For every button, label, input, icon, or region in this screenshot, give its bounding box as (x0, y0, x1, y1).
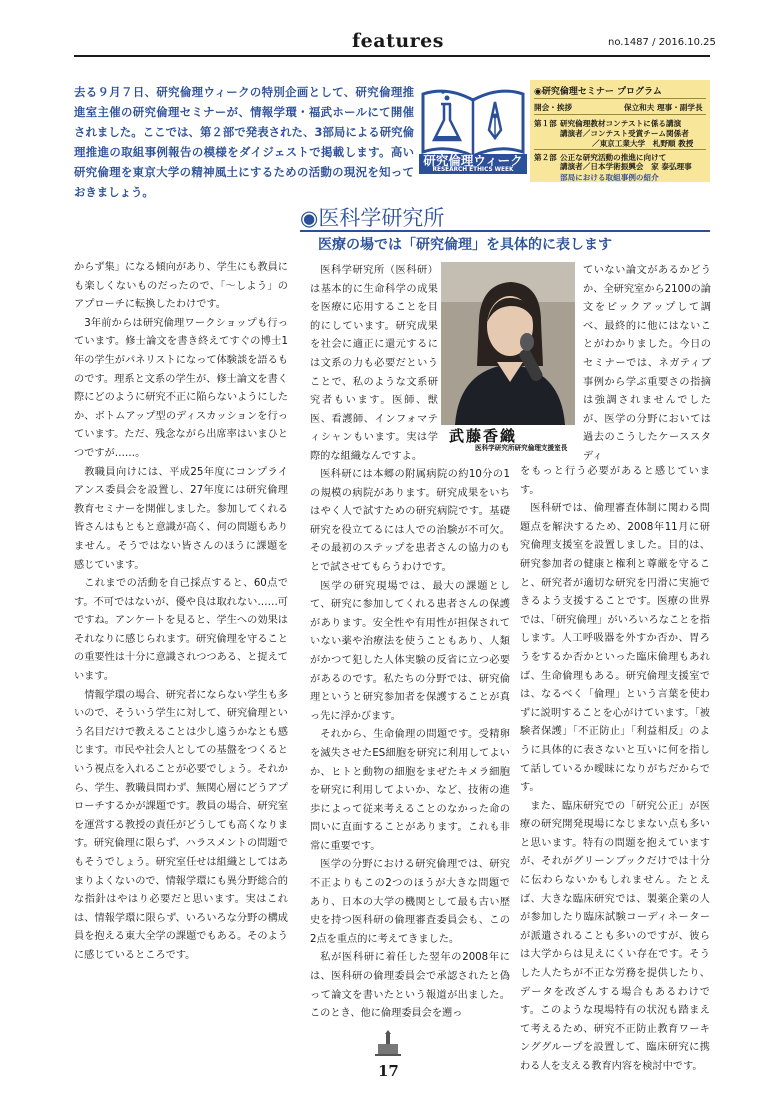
program-opening-label: 開会・挨拶 (534, 103, 572, 112)
page-number: 17 (378, 1062, 399, 1080)
paragraph: 3年前からは研究倫理ワークショップも行っています。修士論文を書き終えてすぐの博士1年の学生がパネリストになって体験談を語るものです。理系と文系の学生が、修士論文を書く際にどのように研究不正に陥らないようにしたか、ボトムアップ型のディスカッションを行っています。ただ、残念ながら出席率はいまひとつですが……。 (74, 317, 288, 459)
paragraph: 医学の分野における研究倫理では、研究不正よりもこの2つのほうが大きな問題であり、日本の大学の機関として最も古い歴史を持つ医科研の倫理審査委員会も、この2点を重点的に考えてきました。 (310, 859, 510, 945)
header-rule (74, 55, 710, 57)
section-subtitle: 医療の場では「研究倫理」を具体的に表します (318, 237, 612, 253)
program-part2-speaker: 講演者／日本学術振興会 家 泰弘理事 (560, 162, 692, 171)
speaker-role: 医科学研究所研究倫理支援室長 (475, 444, 568, 452)
program-part1-title: 研究倫理教材コンテストに係る講演 (560, 119, 682, 128)
intro-text: 去る９月７日、研究倫理ウィークの特別企画として、研究倫理推進室主催の研究倫理セミナーが、情報学環・福武ホールにて開催されました。ここでは、第２部で発表された、3部局による研究倫理推進の取組事例報告の模様をダイジェストで掲載します。高い研究倫理を東京大学の精神風土にするための活動の現況を知っておきましょう。 (74, 85, 414, 199)
program-rule (534, 98, 706, 99)
article-column-middle (310, 466, 510, 1024)
section-label: features (352, 30, 444, 52)
paragraph: ていない論文があるかどうか、全研究室から2100の論文をピックアップして調べ、最終的に他にはないことがわかりました。今日のセミナーでは、ネガティブ事例から学ぶ重要さの指摘は強調されませんでしたが、医学の分野においては過去のこうしたケーススタディ (583, 265, 711, 462)
section-rule (300, 230, 710, 232)
paragraph: 医科研では、倫理審査体制に関わる問題点を解決するため、2008年11月に研究倫理支援室を設置しました。目的は、研究参加者の健康と権利と尊厳を守ること、研究者が適切な研究を円滑に実施できるよう支援することです。医療の世界では、「研究倫理」がいろいろなことを指します。人工呼吸器を外すか否か、胃ろうをするか否かといった臨床倫理もあれば、生命倫理もある。研究倫理支援室では、なるべく「倫理」という言葉を使わずに説明することを心がけています。「被験者保護」「不正防止」「利益相反」のように具体的に表さないと互いに何を指して話しているか曖昧になりがちだからです。 (520, 503, 710, 794)
speaker-name: 武藤香織 (449, 427, 518, 445)
research-ethics-week-logo (417, 80, 529, 182)
paragraph: また、臨床研究での「研究公正」が医療の研究開発現場になじまない点も多いと思います。特有の問題を抱えていますが、それがグリーンブックだけでは十分に伝わらないかもしれません。たとえば、大きな臨床研究では、製薬企業の人が参加したり臨床試験コーディネーターが派遣されることも多いのですが、彼らは大学からは見えにくい存在です。そうした人たちが不正な労務を提供したり、データを改ざんする場合もあるわけです。このような現場特有の状況も踏まえて考えるため、研究不正防止教育ワーキンググループを設置して、臨床研究に携わる人を支える教育内容を検討中です。 (520, 800, 710, 1072)
section-title: ◉医科学研究所 (300, 206, 445, 230)
speaker-photo (441, 262, 575, 425)
logo-jp-text: 研究倫理ウィーク (423, 153, 523, 168)
program-rule (534, 149, 706, 150)
paragraph: からず集」になる傾向があり、学生にも教員にも楽しくないものだったので、「～しよう」のアプローチに転換したわけです。 (74, 262, 288, 311)
logo-en-text: RESEARCH ETHICS WEEK (432, 167, 514, 173)
paragraph: 医科学研究所（医科研）は基本的に生命科学の成果を医療に応用することを目的にしています。研究成果を社会に適正に還元するには文系の力も必要だということで、私のような文系研究者もいます。医師、獣医、看護師、インフォマティシャンもいます。実は学際的な組織なんですよ。 (310, 265, 438, 462)
program-part2-cases: 部局における取組事例の紹介 (560, 173, 659, 182)
program-part1-speaker: 講演者／コンテスト受賞チーム関係者 (560, 129, 689, 138)
paragraph: それから、生命倫理の問題です。受精卵を滅失させたES細胞を研究に利用してよいか、ヒトと動物の細胞をまぜたキメラ細胞を研究に利用してよいか、など、技術の進歩によって従来考えることのなかった命の問いに直面することがあります。これも非常に重要です。 (310, 729, 510, 852)
seminar-program-box (530, 80, 710, 182)
program-part1-affiliation: ／東京工業大学 札野順 教授 (592, 139, 694, 148)
article-column-middle-top (310, 262, 438, 467)
paragraph: をもっと行う必要があると感じています。 (520, 466, 710, 496)
program-part1-label: 第１部 (534, 119, 557, 128)
issue-info: no.1487 / 2016.10.25 (608, 37, 716, 48)
paragraph: これまでの活動を自己採点すると、60点です。不可ではないが、優や良は取れない……可ですね。アンケートを見ると、学生への効果はそれなりに感じられます。研究倫理を守ることの重要性は十分に意識されつつある、と捉えています。 (74, 578, 288, 683)
paragraph: 医科研には本郷の附属病院の約10分の1の規模の病院があります。研究成果をいちはやく人で試すための研究病院です。基礎研究を役立てるには人での治験が不可欠。その最初のステップを患者さんの協力のもとで試させてもらうわけです。 (310, 469, 510, 573)
yasuda-auditorium-icon (373, 1030, 403, 1060)
program-rule (534, 114, 706, 115)
article-column-right-top (583, 262, 711, 467)
paragraph: 私が医科研に着任した翌年の2008年には、医科研の倫理委員会で承認されたと偽って論文を書いたという報道が出ました。このとき、他に倫理委員会を遡っ (310, 952, 510, 1020)
program-part2-title: 公正な研究活動の推進に向けて (560, 153, 667, 162)
program-part2-label: 第２部 (534, 153, 557, 162)
paragraph: 情報学環の場合、研究者にならない学生も多いので、そういう学生に対して、研究倫理という名目だけで教えることは少し遠うかなとも感じます。市民や社会人としての基盤をつくるという視点を入れることが必要でしょう。それから、学生、教職員問わず、無関心層にどうアプローチするかが課題です。教員の場合、研究室を運営する教授の責任がどうしても高くなります。研究倫理に限らず、ハラスメントの問題でもそうでしょう。研究室任せは組織としてはあまりよくないので、情報学環にも異分野総合的な指針はやはり必要だと思います。実はこれは、情報学環に限らず、いろいろな分野の構成員を抱える東大全学の課題でもある。そのように感じているところです。 (74, 689, 288, 961)
program-title: ◉研究倫理セミナー プログラム (534, 87, 662, 97)
program-opening-speaker: 保立和夫 理事・副学長 (624, 103, 703, 112)
article-column-left (74, 259, 288, 966)
paragraph: 医学の研究現場では、最大の課題として、研究に参加してくれる患者さんの保護があります。安全性や有用性が担保されていない薬や治療法を使うこともあり、人類がかつて犯した人体実験の反省に立つ必要があるのです。私たちの分野では、研究倫理というと研究参加者を保護することが真っ先に浮かびます。 (310, 580, 510, 722)
paragraph: 教職員向けには、平成25年度にコンプライアンス委員会を設置し、27年度には研究倫理教育セミナーを開催しました。参加してくれる皆さんはもともと意識が高く、何の問題もありません。そうではない皆さんのほうに課題を感じています。 (74, 466, 288, 571)
article-column-right (520, 463, 710, 1077)
